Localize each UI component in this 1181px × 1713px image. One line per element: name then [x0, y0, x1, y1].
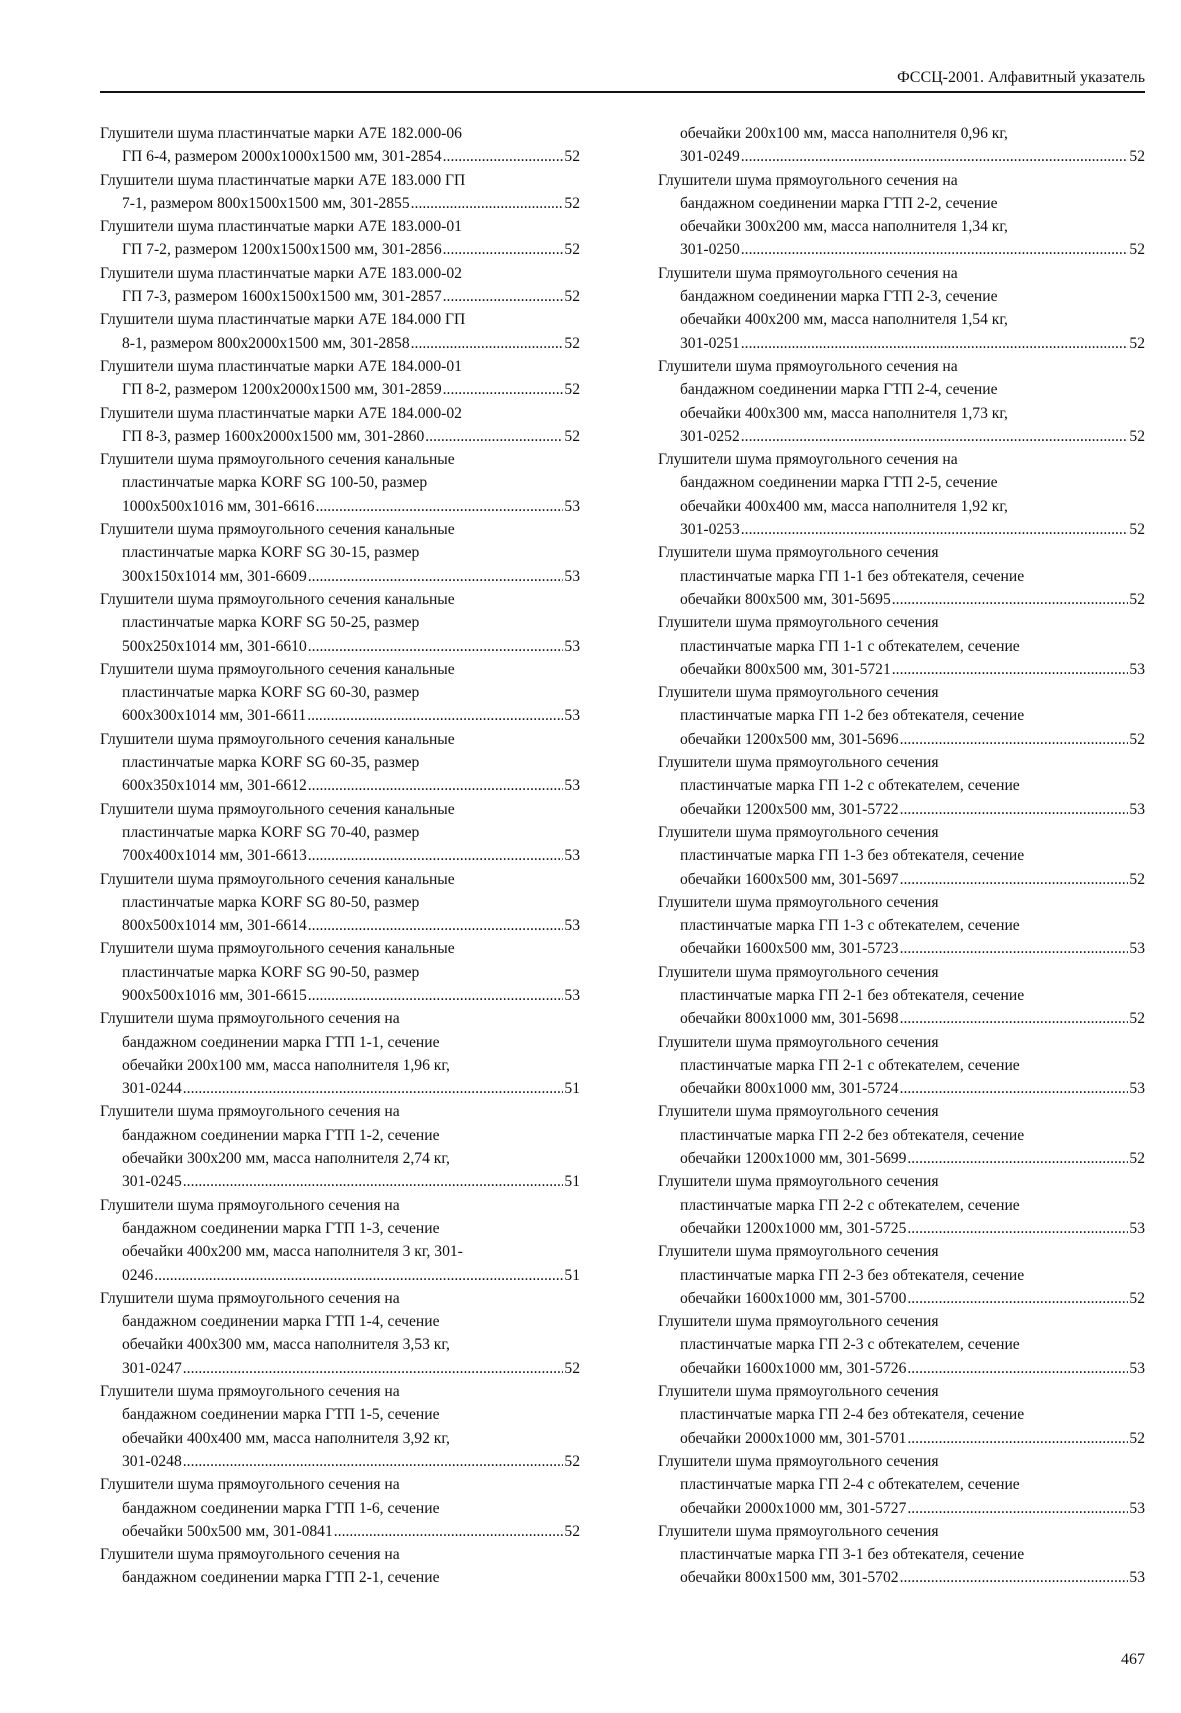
entry-line: пластинчатые марка ГП 2-2 с обтекателем, сечение: [680, 1196, 1020, 1214]
index-entry: [658, 262, 1145, 355]
entry-line: бандажном соединении марка ГТП 1-5, сечение: [122, 1406, 440, 1424]
page-number: 467: [1121, 1651, 1145, 1668]
entry-line: обечайки 400х200 мм, масса наполнителя 1,54 кг,: [680, 311, 1008, 329]
entry-page-number: 52: [564, 148, 580, 166]
entry-reference: обечайки 1200х1000 мм, 301-5725: [680, 1219, 907, 1237]
index-entry: [658, 681, 1145, 751]
entry-page-number: 53: [1129, 1569, 1145, 1587]
entry-line: Глушители шума прямоугольного сечения канальные: [100, 521, 455, 539]
index-entry: [658, 355, 1145, 448]
entry-reference: ГП 6-4, размером 2000х1000х1500 мм, 301-2854: [122, 148, 442, 166]
entry-page-number: 52: [1129, 590, 1145, 608]
entry-page-number: 53: [1129, 800, 1145, 818]
entry-line: пластинчатые марка KORF SG 60-35, размер: [122, 754, 420, 772]
entry-reference: обечайки 1600х500 мм, 301-5723: [680, 940, 899, 958]
dot-leader: [308, 984, 564, 1007]
entry-reference: обечайки 2000х1000 мм, 301-5701: [680, 1429, 907, 1447]
entry-reference-line: [658, 658, 1145, 681]
dot-leader: [900, 868, 1129, 891]
entry-reference-line: [658, 1427, 1145, 1450]
entry-line: Глушители шума прямоугольного сечения: [658, 1173, 939, 1191]
index-entry: [100, 868, 580, 938]
entry-reference: обечайки 1200х500 мм, 301-5722: [680, 800, 899, 818]
entry-line: Глушители шума прямоугольного сечения на: [658, 264, 958, 282]
entry-reference: 8-1, размером 800х2000х1500 мм, 301-2858: [122, 334, 410, 352]
entry-page-number: 51: [564, 1266, 580, 1284]
dot-leader: [443, 238, 564, 261]
dot-leader: [183, 1357, 564, 1380]
index-entry: [658, 1520, 1145, 1590]
entry-line: бандажном соединении марка ГТП 2-1, сечение: [122, 1569, 440, 1587]
entry-reference-line: [100, 1450, 580, 1473]
index-entry: [100, 448, 580, 518]
entry-page-number: 52: [1129, 1010, 1145, 1028]
index-entry: [100, 1380, 580, 1473]
entry-reference-line: [100, 238, 580, 261]
entry-line: Глушители шума прямоугольного сечения канальные: [100, 660, 455, 678]
entry-reference-line: [100, 1357, 580, 1380]
entry-page-number: 53: [564, 637, 580, 655]
entry-line: Глушители шума прямоугольного сечения: [658, 684, 939, 702]
entry-reference-line: [100, 378, 580, 401]
index-entry: [100, 262, 580, 309]
dot-leader: [900, 1007, 1129, 1030]
entry-reference-line: [100, 914, 580, 937]
entry-page-number: 52: [1129, 870, 1145, 888]
entry-page-number: 52: [1129, 730, 1145, 748]
entry-reference: 800х500х1014 мм, 301-6614: [122, 917, 307, 935]
entry-line: пластинчатые марка ГП 1-3 без обтекателя, сечение: [680, 847, 1025, 865]
entry-page-number: 53: [564, 847, 580, 865]
entry-page-number: 53: [564, 986, 580, 1004]
entry-reference-line: [658, 332, 1145, 355]
entry-reference: 300х150х1014 мм, 301-6609: [122, 567, 307, 585]
entry-reference-line: [100, 1077, 580, 1100]
dot-leader: [183, 1077, 564, 1100]
dot-leader: [907, 1217, 1128, 1240]
entry-line: Глушители шума пластинчатые марки А7Е 183.000 ГП: [100, 171, 466, 189]
index-entry: [100, 658, 580, 728]
entry-page-number: 52: [564, 1359, 580, 1377]
dot-leader: [907, 1287, 1128, 1310]
entry-reference: 301-0249: [680, 148, 740, 166]
entry-line: бандажном соединении марка ГТП 2-2, сечение: [680, 194, 998, 212]
entry-line: Глушители шума прямоугольного сечения: [658, 1033, 939, 1051]
entry-reference-line: [658, 1287, 1145, 1310]
entry-line: Глушители шума прямоугольного сечения: [658, 614, 939, 632]
entry-page-number: 53: [1129, 1499, 1145, 1517]
entry-reference-line: [658, 728, 1145, 751]
entry-line: обечайки 300х200 мм, масса наполнителя 2,74 кг,: [122, 1150, 450, 1168]
entry-reference-line: [658, 1497, 1145, 1520]
entry-reference-line: [658, 1217, 1145, 1240]
entry-reference: ГП 8-3, размер 1600х2000х1500 мм, 301-2860: [122, 427, 425, 445]
index-entry: [658, 122, 1145, 169]
entry-line: Глушители шума прямоугольного сечения на: [100, 1196, 400, 1214]
entry-line: пластинчатые марка ГП 2-1 без обтекателя, сечение: [680, 986, 1025, 1004]
entry-line: обечайки 400х400 мм, масса наполнителя 1,92 кг,: [680, 497, 1008, 515]
entry-reference: 0246: [122, 1266, 154, 1284]
entry-line: бандажном соединении марка ГТП 2-4, сечение: [680, 381, 998, 399]
entry-line: пластинчатые марка KORF SG 70-40, размер: [122, 823, 420, 841]
entry-line: Глушители шума прямоугольного сечения канальные: [100, 730, 455, 748]
entry-reference-line: [658, 425, 1145, 448]
entry-line: бандажном соединении марка ГТП 2-3, сечение: [680, 288, 998, 306]
entry-line: Глушители шума прямоугольного сечения на: [100, 1010, 400, 1028]
dot-leader: [183, 1450, 564, 1473]
entry-reference-line: [100, 332, 580, 355]
entry-line: бандажном соединении марка ГТП 1-1, сечение: [122, 1033, 440, 1051]
entry-line: обечайки 300х200 мм, масса наполнителя 1,34 кг,: [680, 218, 1008, 236]
index-entry: [100, 169, 580, 216]
entry-line: Глушители шума пластинчатые марки А7Е 184.000-02: [100, 404, 462, 422]
entry-line: Глушители шума прямоугольного сечения: [658, 754, 939, 772]
entry-reference: 500х250х1014 мм, 301-6610: [122, 637, 307, 655]
entry-page-number: 52: [564, 381, 580, 399]
entry-line: Глушители шума прямоугольного сечения: [658, 1452, 939, 1470]
entry-reference-line: [100, 984, 580, 1007]
entry-reference: 600х350х1014 мм, 301-6612: [122, 777, 307, 795]
entry-page-number: 51: [564, 1080, 580, 1098]
entry-reference-line: [658, 1357, 1145, 1380]
entry-reference-line: [658, 588, 1145, 611]
entry-reference: 301-0250: [680, 241, 740, 259]
entry-line: пластинчатые марка ГП 2-3 с обтекателем, сечение: [680, 1336, 1020, 1354]
entry-line: Глушители шума прямоугольного сечения на: [100, 1383, 400, 1401]
index-entry: [658, 961, 1145, 1031]
entry-reference: обечайки 500х500 мм, 301-0841: [122, 1522, 333, 1540]
entry-reference-line: [100, 192, 580, 215]
dot-leader: [741, 332, 1129, 355]
entry-reference-line: [100, 425, 580, 448]
dot-leader: [907, 1497, 1128, 1520]
entry-line: Глушители шума прямоугольного сечения на: [658, 451, 958, 469]
dot-leader: [907, 1357, 1128, 1380]
dot-leader: [900, 937, 1129, 960]
index-entry: [100, 1287, 580, 1380]
entry-line: обечайки 400х200 мм, масса наполнителя 3 кг, 301-: [122, 1243, 463, 1261]
entry-page-number: 53: [1129, 1219, 1145, 1237]
index-entry: [100, 122, 580, 169]
entry-reference: обечайки 1200х500 мм, 301-5696: [680, 730, 899, 748]
dot-leader: [425, 425, 563, 448]
index-entry: [100, 355, 580, 402]
entry-line: пластинчатые марка KORF SG 80-50, размер: [122, 893, 420, 911]
dot-leader: [308, 635, 564, 658]
entry-line: пластинчатые марка KORF SG 50-25, размер: [122, 614, 420, 632]
entry-line: пластинчатые марка ГП 2-2 без обтекателя, сечение: [680, 1126, 1025, 1144]
entry-line: Глушители шума прямоугольного сечения на: [658, 171, 958, 189]
entry-line: пластинчатые марка ГП 2-3 без обтекателя, сечение: [680, 1266, 1025, 1284]
dot-leader: [307, 704, 563, 727]
entry-line: пластинчатые марка ГП 1-3 с обтекателем, сечение: [680, 917, 1020, 935]
entry-reference: ГП 8-2, размером 1200х2000х1500 мм, 301-2859: [122, 381, 442, 399]
dot-leader: [741, 518, 1129, 541]
entry-reference: ГП 7-3, размером 1600х1500х1500 мм, 301-2857: [122, 288, 442, 306]
entry-line: Глушители шума прямоугольного сечения канальные: [100, 590, 455, 608]
entry-line: Глушители шума прямоугольного сечения: [658, 544, 939, 562]
entry-reference: обечайки 1600х1000 мм, 301-5726: [680, 1359, 907, 1377]
entry-line: бандажном соединении марка ГТП 1-3, сечение: [122, 1219, 440, 1237]
index-entry: [658, 169, 1145, 262]
entry-reference: 900х500х1016 мм, 301-6615: [122, 986, 307, 1004]
entry-reference-line: [100, 1520, 580, 1543]
index-entry: [658, 751, 1145, 821]
entry-line: Глушители шума пластинчатые марки А7Е 184.000-01: [100, 357, 462, 375]
entry-reference: 301-0251: [680, 334, 740, 352]
entry-page-number: 52: [564, 1452, 580, 1470]
entry-line: бандажном соединении марка ГТП 1-4, сечение: [122, 1313, 440, 1331]
entry-page-number: 53: [564, 567, 580, 585]
entry-reference-line: [658, 937, 1145, 960]
entry-line: Глушители шума прямоугольного сечения канальные: [100, 800, 455, 818]
entry-line: обечайки 400х300 мм, масса наполнителя 3,53 кг,: [122, 1336, 450, 1354]
dot-leader: [308, 844, 564, 867]
entry-reference-line: [100, 635, 580, 658]
entry-line: Глушители шума прямоугольного сечения: [658, 893, 939, 911]
entry-line: пластинчатые марка KORF SG 90-50, размер: [122, 963, 420, 981]
entry-reference: обечайки 800х500 мм, 301-5695: [680, 590, 891, 608]
entry-reference-line: [100, 704, 580, 727]
index-entry: [658, 1100, 1145, 1170]
dot-leader: [892, 588, 1129, 611]
entry-reference-line: [100, 1264, 580, 1287]
index-entry: [658, 1170, 1145, 1240]
index-entry: [100, 798, 580, 868]
dot-leader: [741, 145, 1129, 168]
entry-reference: обечайки 800х500 мм, 301-5721: [680, 660, 891, 678]
entry-line: пластинчатые марка ГП 1-1 с обтекателем, сечение: [680, 637, 1020, 655]
entry-line: Глушители шума пластинчатые марки А7Е 184.000 ГП: [100, 311, 466, 329]
dot-leader: [183, 1170, 564, 1193]
entry-reference-line: [658, 1077, 1145, 1100]
index-entry: [100, 1194, 580, 1287]
entry-reference-line: [100, 1170, 580, 1193]
running-header: [100, 66, 1145, 93]
entry-line: Глушители шума прямоугольного сечения: [658, 1243, 939, 1261]
entry-page-number: 52: [1129, 521, 1145, 539]
entry-page-number: 51: [564, 1173, 580, 1191]
dot-leader: [443, 145, 564, 168]
entry-line: обечайки 200х100 мм, масса наполнителя 1,96 кг,: [122, 1056, 450, 1074]
entry-line: Глушители шума прямоугольного сечения: [658, 1522, 939, 1540]
index-entry: [100, 937, 580, 1007]
entry-line: Глушители шума прямоугольного сечения канальные: [100, 451, 455, 469]
index-entry: [658, 611, 1145, 681]
entry-reference-line: [658, 1147, 1145, 1170]
entry-line: пластинчатые марка ГП 2-1 с обтекателем, сечение: [680, 1056, 1020, 1074]
index-entry: [658, 448, 1145, 541]
entry-reference-line: [100, 774, 580, 797]
dot-leader: [411, 332, 564, 355]
index-entry: [100, 1007, 580, 1100]
index-entry: [100, 1543, 580, 1590]
entry-reference-line: [658, 1007, 1145, 1030]
entry-line: обечайки 200х100 мм, масса наполнителя 0,96 кг,: [680, 125, 1008, 142]
entry-page-number: 53: [1129, 660, 1145, 678]
dot-leader: [907, 1147, 1128, 1170]
entry-reference-line: [658, 238, 1145, 261]
entry-line: Глушители шума прямоугольного сечения канальные: [100, 940, 455, 958]
entry-line: бандажном соединении марка ГТП 2-5, сечение: [680, 474, 998, 492]
entry-reference-line: [100, 285, 580, 308]
entry-reference: обечайки 2000х1000 мм, 301-5727: [680, 1499, 907, 1517]
entry-page-number: 52: [564, 241, 580, 259]
entry-page-number: 53: [1129, 1359, 1145, 1377]
entry-reference-line: [658, 868, 1145, 891]
entry-page-number: 53: [564, 917, 580, 935]
entry-page-number: 53: [564, 497, 580, 515]
entry-reference: обечайки 1600х500 мм, 301-5697: [680, 870, 899, 888]
index-entry: [658, 1031, 1145, 1101]
entry-page-number: 52: [564, 334, 580, 352]
dot-leader: [741, 425, 1129, 448]
index-column-left: [100, 122, 580, 1590]
entry-reference: обечайки 800х1500 мм, 301-5702: [680, 1569, 899, 1587]
entry-page-number: 53: [1129, 940, 1145, 958]
index-entry: [100, 588, 580, 658]
entry-line: Глушители шума прямоугольного сечения на: [100, 1103, 400, 1121]
index-entry: [100, 308, 580, 355]
entry-reference-line: [658, 145, 1145, 168]
entry-reference-line: [100, 565, 580, 588]
entry-page-number: 52: [1129, 1150, 1145, 1168]
entry-reference: обечайки 800х1000 мм, 301-5698: [680, 1010, 899, 1028]
entry-page-number: 52: [564, 427, 580, 445]
dot-leader: [334, 1520, 564, 1543]
entry-page-number: 53: [564, 707, 580, 725]
entry-line: обечайки 400х400 мм, масса наполнителя 3,92 кг,: [122, 1429, 450, 1447]
index-entry: [658, 541, 1145, 611]
entry-page-number: 52: [1129, 148, 1145, 166]
entry-reference: 301-0253: [680, 521, 740, 539]
entry-line: Глушители шума прямоугольного сечения на: [100, 1546, 400, 1564]
dot-leader: [443, 378, 564, 401]
index-entry: [658, 1240, 1145, 1310]
index-entry: [100, 215, 580, 262]
entry-page-number: 53: [564, 777, 580, 795]
entry-line: Глушители шума прямоугольного сечения на: [658, 357, 958, 375]
entry-reference: обечайки 1200х1000 мм, 301-5699: [680, 1150, 907, 1168]
entry-reference-line: [100, 145, 580, 168]
entry-reference: 301-0252: [680, 427, 740, 445]
header-title: ФССЦ-2001. Алфавитный указатель: [897, 69, 1145, 86]
entry-reference: обечайки 800х1000 мм, 301-5724: [680, 1080, 899, 1098]
dot-leader: [443, 285, 564, 308]
entry-line: пластинчатые марка ГП 1-1 без обтекателя, сечение: [680, 567, 1025, 585]
entry-line: пластинчатые марка KORF SG 30-15, размер: [122, 544, 420, 562]
entry-page-number: 52: [1129, 427, 1145, 445]
entry-line: Глушители шума прямоугольного сечения: [658, 823, 939, 841]
entry-line: бандажном соединении марка ГТП 1-6, сечение: [122, 1499, 440, 1517]
dot-leader: [308, 774, 564, 797]
entry-reference: 301-0247: [122, 1359, 182, 1377]
entry-line: обечайки 400х300 мм, масса наполнителя 1,73 кг,: [680, 404, 1008, 422]
entry-reference-line: [658, 1566, 1145, 1589]
entry-page-number: 52: [1129, 241, 1145, 259]
entry-line: Глушители шума пластинчатые марки А7Е 182.000-06: [100, 125, 462, 142]
dot-leader: [900, 1566, 1129, 1589]
entry-line: Глушители шума прямоугольного сечения канальные: [100, 870, 455, 888]
index-entry: [658, 891, 1145, 961]
dot-leader: [411, 192, 564, 215]
dot-leader: [741, 238, 1129, 261]
entry-line: Глушители шума прямоугольного сечения: [658, 1313, 939, 1331]
index-entry: [100, 728, 580, 798]
dot-leader: [900, 798, 1129, 821]
entry-reference: 1000х500х1016 мм, 301-6616: [122, 497, 315, 515]
entry-reference: 301-0244: [122, 1080, 182, 1098]
entry-reference: 301-0248: [122, 1452, 182, 1470]
index-entry: [100, 1100, 580, 1193]
dot-leader: [308, 565, 564, 588]
entry-page-number: 53: [1129, 1080, 1145, 1098]
entry-line: Глушители шума прямоугольного сечения на: [100, 1476, 400, 1494]
dot-leader: [892, 658, 1129, 681]
index-entry: [100, 518, 580, 588]
dot-leader: [316, 495, 564, 518]
index-entry: [658, 1380, 1145, 1450]
entry-line: пластинчатые марка ГП 3-1 без обтекателя, сечение: [680, 1546, 1025, 1564]
entry-page-number: 52: [564, 194, 580, 212]
index-entry: [658, 821, 1145, 891]
entry-page-number: 52: [1129, 334, 1145, 352]
entry-line: Глушители шума прямоугольного сечения на: [100, 1289, 400, 1307]
entry-line: Глушители шума прямоугольного сечения: [658, 963, 939, 981]
dot-leader: [154, 1264, 563, 1287]
entry-reference: 301-0245: [122, 1173, 182, 1191]
entry-reference-line: [100, 495, 580, 518]
index-entry: [100, 1473, 580, 1543]
entry-reference: ГП 7-2, размером 1200х1500х1500 мм, 301-2856: [122, 241, 442, 259]
index-entry: [100, 402, 580, 449]
entry-reference: обечайки 1600х1000 мм, 301-5700: [680, 1289, 907, 1307]
dot-leader: [900, 728, 1129, 751]
entry-line: Глушители шума пластинчатые марки А7Е 183.000-01: [100, 218, 462, 236]
index-column-right: [658, 122, 1145, 1590]
entry-line: пластинчатые марка KORF SG 60-30, размер: [122, 684, 420, 702]
dot-leader: [900, 1077, 1129, 1100]
entry-reference: 700х400х1014 мм, 301-6613: [122, 847, 307, 865]
entry-line: пластинчатые марка ГП 2-4 без обтекателя, сечение: [680, 1406, 1025, 1424]
entry-line: Глушители шума прямоугольного сечения: [658, 1103, 939, 1121]
entry-line: пластинчатые марка ГП 2-4 с обтекателем, сечение: [680, 1476, 1020, 1494]
index-entry: [658, 1450, 1145, 1520]
entry-page-number: 52: [1129, 1429, 1145, 1447]
entry-line: пластинчатые марка KORF SG 100-50, размер: [122, 474, 428, 492]
entry-page-number: 52: [1129, 1289, 1145, 1307]
entry-line: Глушители шума пластинчатые марки А7Е 183.000-02: [100, 264, 462, 282]
dot-leader: [308, 914, 564, 937]
entry-line: Глушители шума прямоугольного сечения: [658, 1383, 939, 1401]
entry-line: пластинчатые марка ГП 1-2 с обтекателем, сечение: [680, 777, 1020, 795]
entry-reference: 7-1, размером 800х1500х1500 мм, 301-2855: [122, 194, 410, 212]
dot-leader: [907, 1427, 1128, 1450]
entry-reference-line: [100, 844, 580, 867]
index-entry: [658, 1310, 1145, 1380]
entry-reference: 600х300х1014 мм, 301-6611: [122, 707, 307, 725]
entry-line: пластинчатые марка ГП 1-2 без обтекателя, сечение: [680, 707, 1025, 725]
entry-reference-line: [658, 518, 1145, 541]
entry-line: бандажном соединении марка ГТП 1-2, сечение: [122, 1126, 440, 1144]
entry-reference-line: [658, 798, 1145, 821]
entry-page-number: 52: [564, 1522, 580, 1540]
entry-page-number: 52: [564, 288, 580, 306]
